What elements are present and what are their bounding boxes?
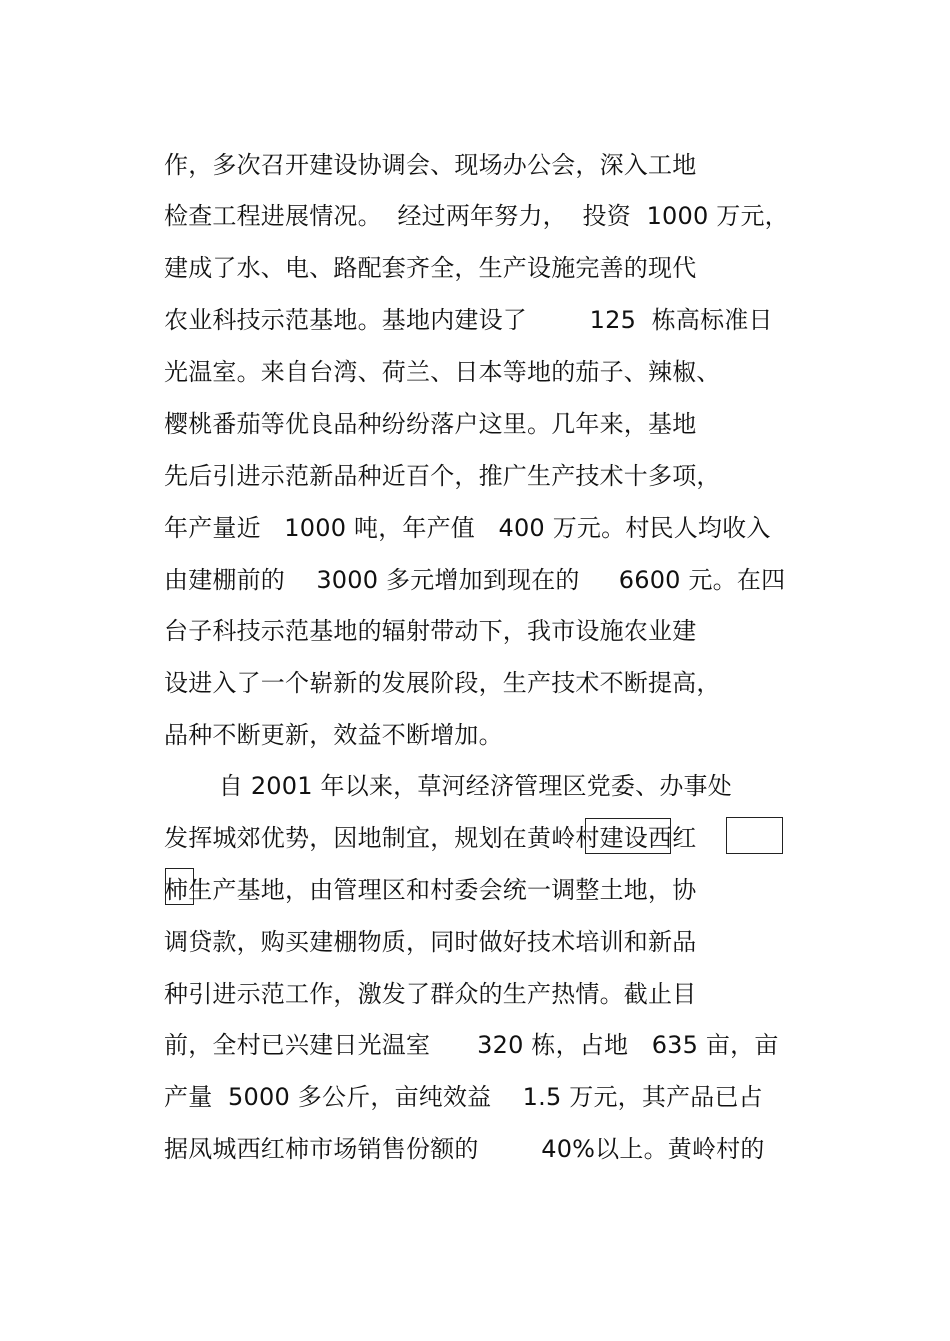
annotation-box bbox=[726, 817, 783, 854]
text-line: 作，多次召开建设协调会、现场办公会，深入工地 bbox=[164, 151, 697, 179]
text-line: 品种不断更新，效益不断增加。 bbox=[164, 721, 503, 749]
text-line: 设进入了一个崭新的发展阶段，生产技术不断提高， bbox=[164, 669, 721, 697]
text-line: 年产量近 1000 吨，年产值 400 万元。村民人均收入 bbox=[164, 514, 771, 542]
text-line: 自 2001 年以来，草河经济管理区党委、办事处 bbox=[164, 772, 732, 800]
text-line: 检查工程进展情况。 经过两年努力， 投资 1000 万元， bbox=[164, 202, 789, 230]
text-line: 光温室。来自台湾、荷兰、日本等地的茄子、辣椒、 bbox=[164, 358, 721, 386]
text-line: 发挥城郊优势，因地制宜，规划在黄岭村建设西红 bbox=[164, 824, 697, 852]
text-line: 柿生产基地，由管理区和村委会统一调整土地，协 bbox=[164, 876, 697, 904]
text-line: 农业科技示范基地。基地内建设了 125 栋高标准日 bbox=[164, 306, 773, 334]
annotation-box bbox=[585, 818, 671, 854]
text-line: 建成了水、电、路配套齐全，生产设施完善的现代 bbox=[164, 254, 697, 282]
text-line: 先后引进示范新品种近百个，推广生产技术十多项， bbox=[164, 462, 721, 490]
text-line: 种引进示范工作，激发了群众的生产热情。截止目 bbox=[164, 980, 697, 1008]
text-line: 前，全村已兴建日光温室 320 栋，占地 635 亩，亩 bbox=[164, 1031, 779, 1059]
annotation-box bbox=[165, 868, 194, 905]
text-line: 据凤城西红柿市场销售份额的 40%以上。黄岭村的 bbox=[164, 1135, 765, 1163]
text-line: 樱桃番茄等优良品种纷纷落户这里。几年来，基地 bbox=[164, 410, 697, 438]
text-line: 产量 5000 多公斤，亩纯效益 1.5 万元，其产品已占 bbox=[164, 1083, 763, 1111]
text-line: 由建棚前的 3000 多元增加到现在的 6600 元。在四 bbox=[164, 566, 786, 594]
text-line: 调贷款，购买建棚物质，同时做好技术培训和新品 bbox=[164, 928, 697, 956]
text-line: 台子科技示范基地的辐射带动下，我市设施农业建 bbox=[164, 617, 697, 645]
